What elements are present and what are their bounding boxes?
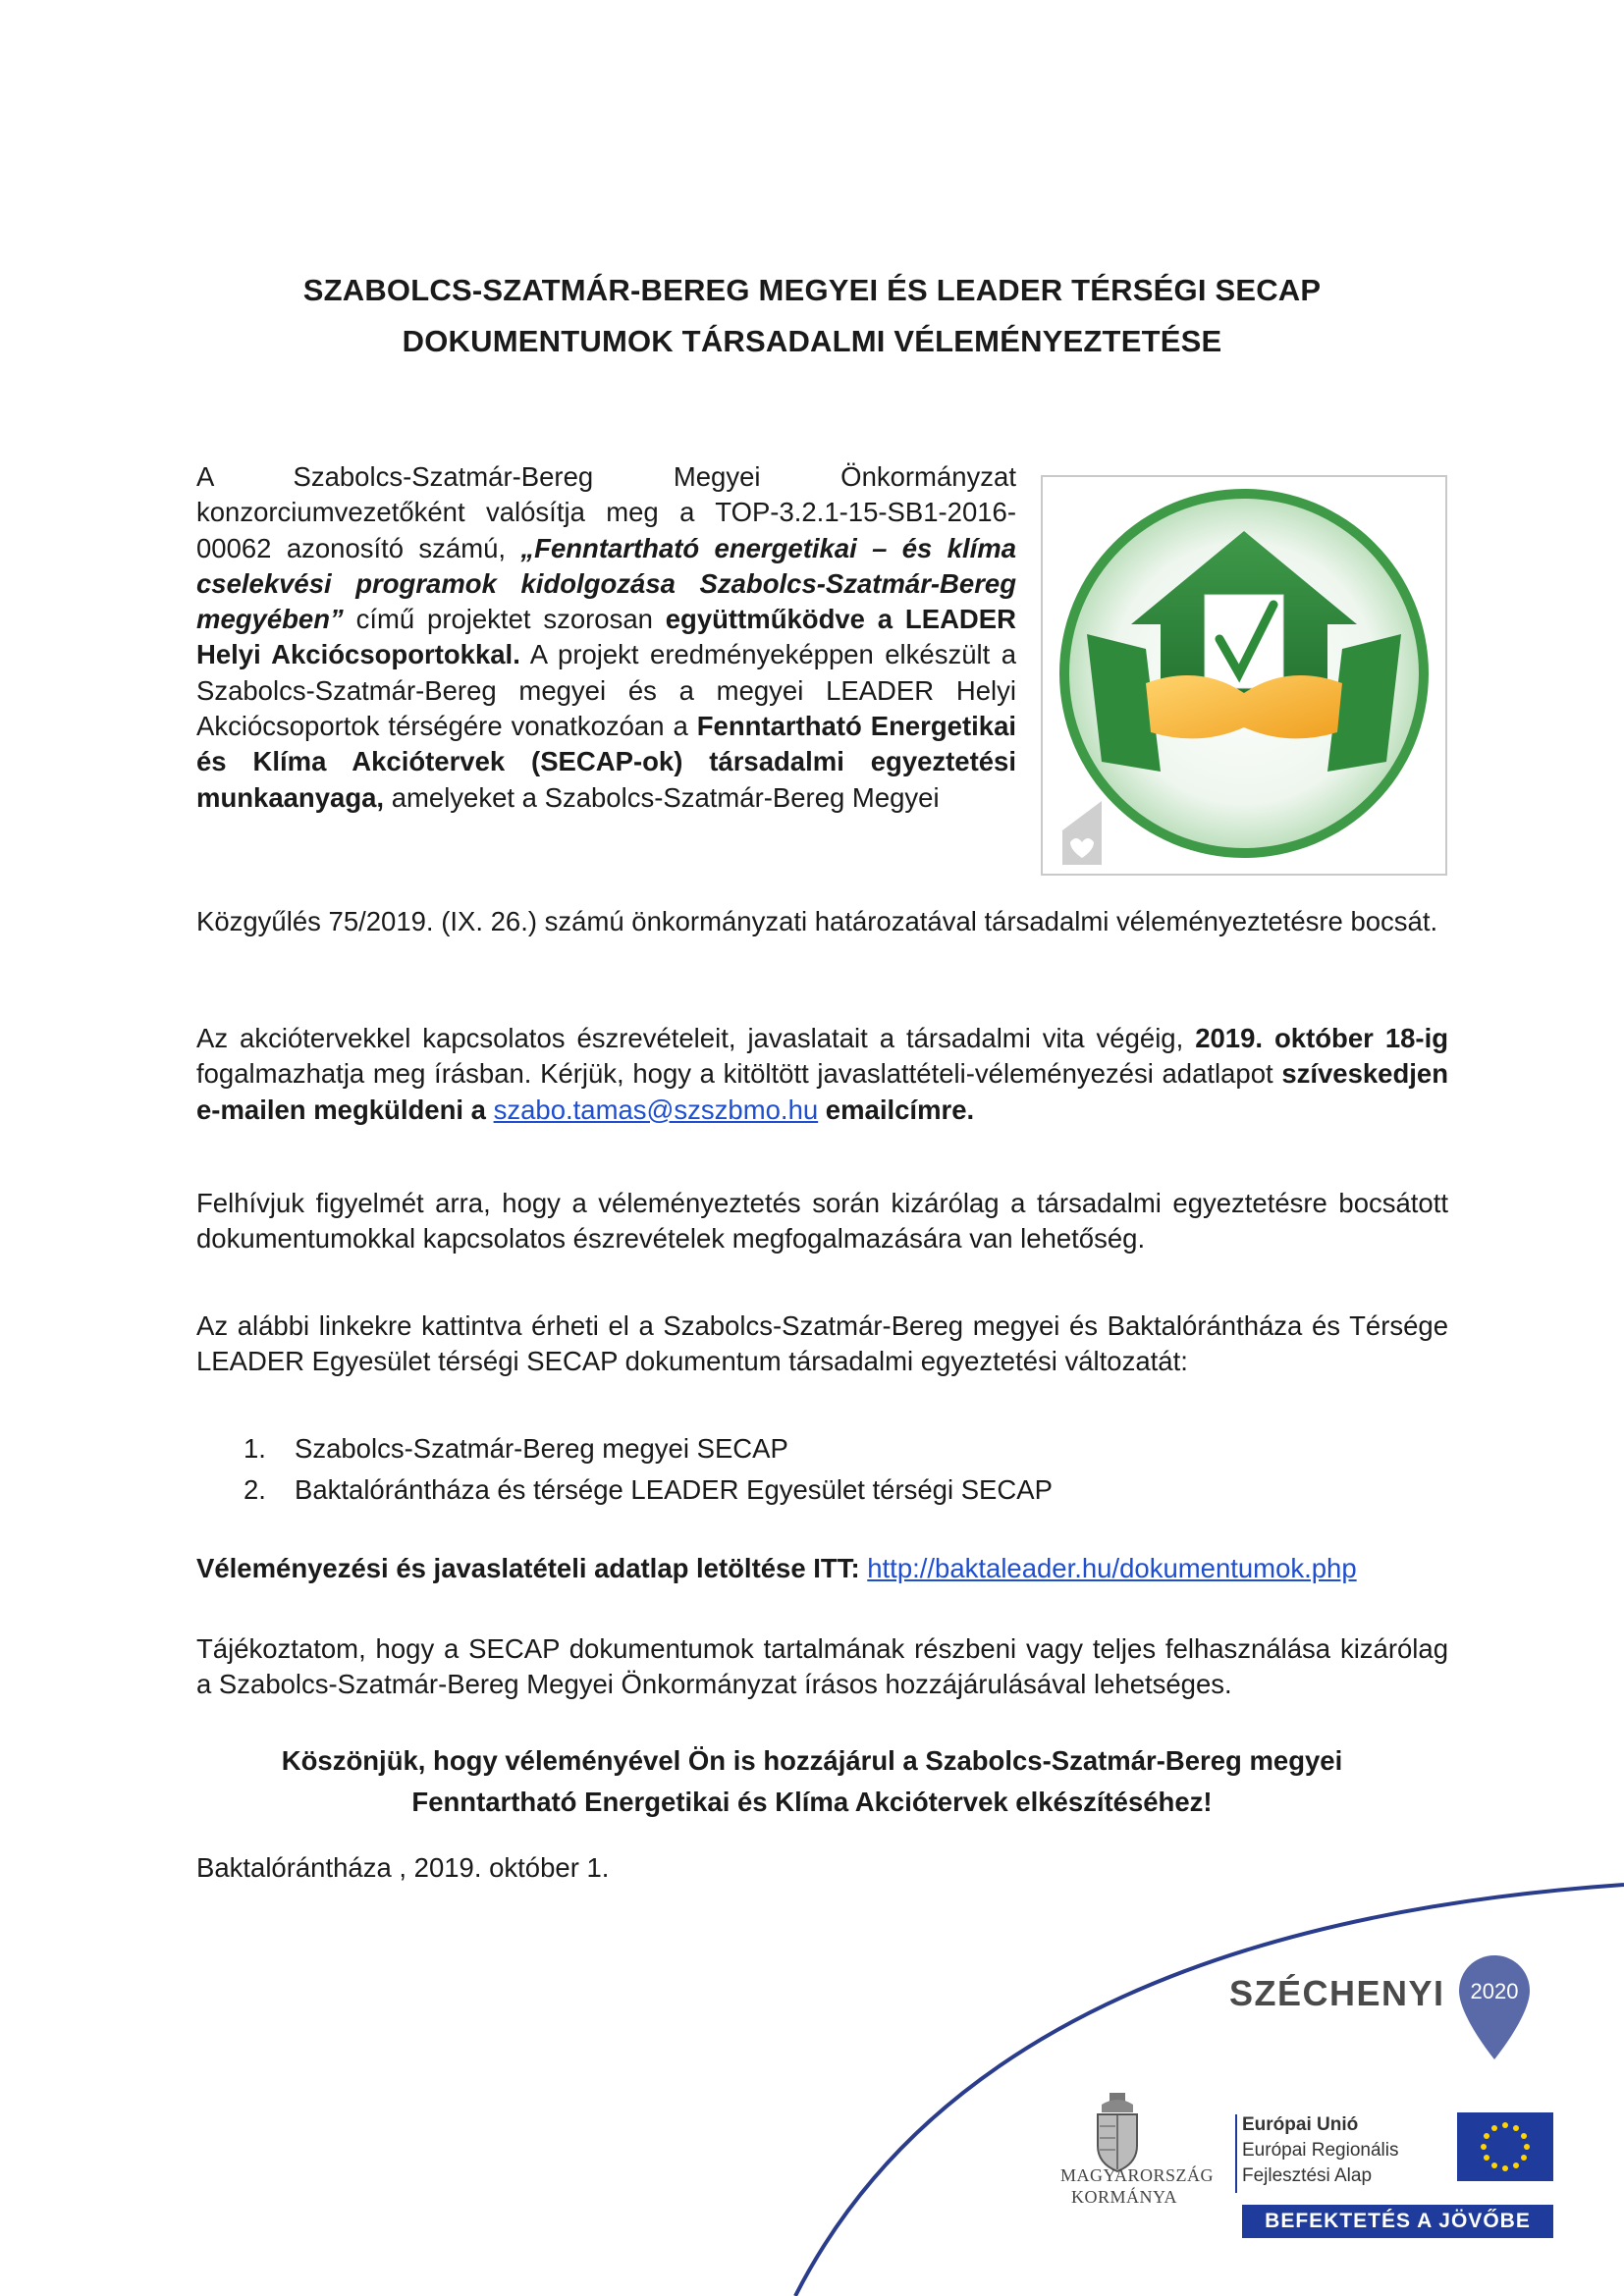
list-item[interactable] (244, 1428, 1053, 1469)
links-intro-paragraph: Az alábbi linkekre kattintva érheti el a Szabolcs-Szatmár-Bereg megyei és Baktalórántháza és Térsége LEADER Egyesület térségi SECAP dokumentum társadalmi egyeztetési változatát: (196, 1310, 1448, 1377)
szechenyi-label: SZÉCHENYI (1229, 1973, 1445, 2013)
thanks-line-2: Fenntartható Energetikai és Klíma Akciótervek elkészítéséhez! (411, 1787, 1213, 1817)
intro-text-3: A projekt eredményeképpen elkészült a Szabolcs-Szatmár-Bereg megyei és a megyei LEADER Helyi Akciócsoportok térségére vonatkozóan a (196, 639, 1016, 742)
szechenyi-year: 2020 (1470, 1979, 1519, 2003)
deadline-paragraph (196, 1021, 1448, 1128)
eu-slogan-bar: BEFEKTETÉS A JÖVŐBE (1242, 2205, 1553, 2238)
eu-fund-label (1242, 2112, 1399, 2189)
szechenyi-pin-icon (1457, 1953, 1532, 2061)
eu-separator (1235, 2114, 1237, 2193)
deadline-date: 2019. október 18-ig (1195, 1023, 1449, 1053)
project-name: „Fenntartható energetikai – és klíma cselekvési programok kidolgozása Szabolcs-Szatmár-Bereg megyében” (196, 532, 1016, 635)
title-line-1: SZABOLCS-SZATMÁR-BEREG MEGYEI ÉS LEADER TÉRSÉGI SECAP (302, 273, 1322, 307)
document-list (244, 1428, 1053, 1511)
eu-line-3: Fejlesztési Alap (1242, 2165, 1373, 2186)
thanks-line-1: Köszönjük, hogy véleményével Ön is hozzájárul a Szabolcs-Szatmár-Bereg megyei (281, 1745, 1343, 1776)
intro-bold-2: Fenntartható Energetikai és Klíma Akciótervek (SECAP-ok) társadalmi egyeztetési munkaanyaga, (196, 711, 1016, 813)
notice-paragraph: Felhívjuk figyelmét arra, hogy a véleményeztetés során kizárólag a társadalmi egyeztetésre bocsátott dokumentumokkal kapcsolatos észrevételek megfogalmazására van lehetőség. (196, 1188, 1448, 1255)
signature-date: Baktalórántháza , 2019. október 1. (196, 1852, 610, 1883)
intro-text-2: című projektet szorosan (343, 604, 666, 635)
download-label: Véleményezési és javaslatételi adatlap letöltése ITT: (196, 1553, 860, 1583)
intro-paragraph-end: Közgyűlés 75/2019. (IX. 26.) számú önkormányzati határozatával társadalmi véleményeztetésre bocsát. (196, 906, 1438, 936)
deadline-text-2: fogalmazhatja meg írásban. Kérjük, hogy a kitöltött javaslattételi-véleményezési adatlapot (196, 1058, 1282, 1090)
secap-logo-icon (1043, 477, 1445, 874)
download-link[interactable]: http://baktaleader.hu/dokumentumok.php (867, 1553, 1357, 1583)
government-line-2: KORMÁNYA (1070, 2187, 1177, 2207)
usage-paragraph: Tájékoztatom, hogy a SECAP dokumentumok tartalmának részbeni vagy teljes felhasználása kizárólag a Szabolcs-Szatmár-Bereg Megyei Önkormányzat írásos hozzájárulásával lehetséges. (196, 1633, 1448, 1700)
government-line-1: MAGYARORSZÁG (1060, 2165, 1215, 2185)
intro-bold-1: együttműködve a LEADER Helyi Akciócsoportokkal. (196, 604, 1016, 670)
eu-flag-icon (1457, 2112, 1553, 2181)
secap-logo (1041, 475, 1447, 876)
list-item-label: Szabolcs-Szatmár-Bereg megyei SECAP (295, 1433, 788, 1464)
list-item-label: Baktalórántháza és térsége LEADER Egyesület térségi SECAP (295, 1474, 1053, 1505)
eu-line-1: Európai Unió (1242, 2114, 1359, 2135)
email-request: szíveskedjen e-mailen megküldeni a (196, 1058, 1448, 1125)
intro-text-4: amelyeket a Szabolcs-Szatmár-Bereg Megyei (384, 781, 940, 813)
list-item-number: 2. (244, 1474, 266, 1505)
email-link[interactable]: szabo.tamas@szszbmo.hu (493, 1094, 819, 1125)
eu-line-2: Európai Regionális (1242, 2140, 1399, 2161)
list-item[interactable] (244, 1469, 1053, 1511)
intro-paragraph (196, 459, 1016, 816)
download-paragraph (196, 1551, 1448, 1586)
email-request-end: emailcímre. (818, 1094, 975, 1125)
title-line-2: DOKUMENTUMOK TÁRSADALMI VÉLEMÉNYEZTETÉSE (402, 324, 1222, 358)
list-item-number: 1. (244, 1433, 266, 1464)
thanks-block (196, 1740, 1428, 1823)
intro-text-1: A Szabolcs-Szatmár-Bereg Megyei Önkormányzat konzorciumvezetőként valósítja meg a TOP-3.2.1-15-SB1-2016-00062 azonosító számú, (196, 461, 1016, 563)
government-label (1060, 2164, 1215, 2208)
deadline-text-1: Az akciótervekkel kapcsolatos észrevételeit, javaslatait a társadalmi vita végéig, (196, 1023, 1196, 1053)
page-title (196, 265, 1428, 367)
